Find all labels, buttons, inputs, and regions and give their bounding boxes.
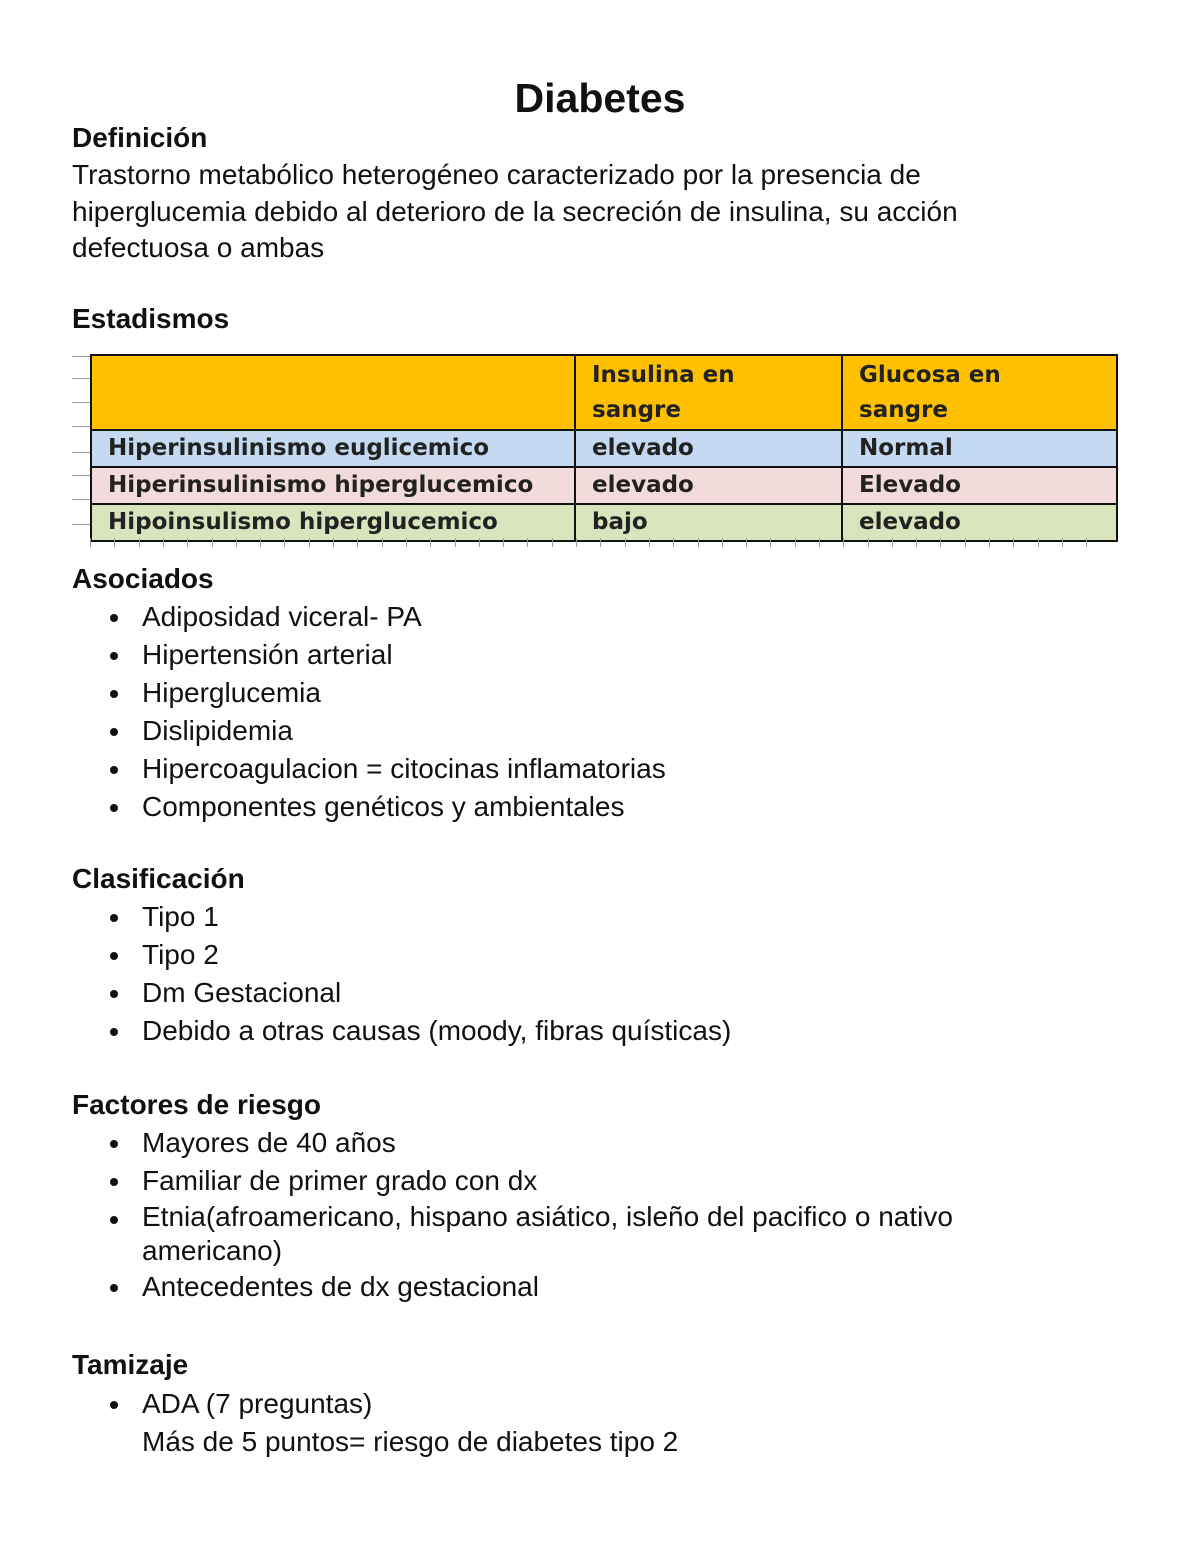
ruler-tick (649, 538, 650, 547)
ruler-tick (139, 538, 140, 547)
table-cell: elevado (575, 430, 842, 467)
ruler-tick (698, 538, 699, 547)
bullet-icon (110, 1140, 118, 1148)
ruler-tick (625, 538, 626, 547)
ruler-tick (187, 538, 188, 547)
ruler-tick (1062, 538, 1063, 547)
table-row (91, 430, 1117, 467)
list-item: Tipo 1 (72, 898, 1132, 936)
ruler-tick (357, 538, 358, 547)
bullet-icon (110, 952, 118, 960)
list-item: Dm Gestacional (72, 974, 1132, 1012)
definition-text (72, 157, 1132, 267)
ruler-tick (406, 538, 407, 547)
definition-line: Trastorno metabólico heterogéneo caracterizado por la presencia de (72, 159, 921, 190)
ruler-tick (455, 538, 456, 547)
ruler-tick (940, 538, 941, 547)
ruler-tick (527, 538, 528, 547)
definition-line: defectuosa o ambas (72, 232, 325, 263)
ruler-tick (212, 538, 213, 547)
ruler-tick (163, 538, 164, 547)
bullet-icon (110, 1028, 118, 1036)
list-item: Hipertensión arterial (72, 636, 1132, 674)
list-item: Hiperglucemia (72, 674, 1132, 712)
bullet-icon (110, 614, 118, 622)
bullet-icon (110, 804, 118, 812)
ruler-tick (503, 538, 504, 547)
table-cell: elevado (842, 504, 1117, 541)
document-title: Diabetes (514, 75, 686, 121)
ruler-tick (430, 538, 431, 547)
bullet-icon (110, 1284, 118, 1292)
ruler-tick (552, 538, 553, 547)
table-cell: bajo (575, 504, 842, 541)
definition-line: hiperglucemia debido al deterioro de la secreción de insulina, su acción (72, 195, 958, 227)
list-item: Adiposidad viceral- PA (72, 598, 1132, 636)
bullet-icon (110, 1178, 118, 1186)
ruler-tick (795, 538, 796, 547)
ruler-tick (1038, 538, 1039, 547)
ruler-tick (989, 538, 990, 547)
ruler-tick (868, 538, 869, 547)
estadismos-heading: Estadismos (72, 303, 230, 334)
bullet-icon (110, 652, 118, 660)
estadismos-table-wrap (90, 354, 1116, 538)
list-item: Antecedentes de dx gestacional (72, 1268, 1132, 1306)
ruler-tick (114, 538, 115, 547)
ruler-tick (309, 538, 310, 547)
tamizaje-heading: Tamizaje (72, 1349, 189, 1380)
ruler-tick (333, 538, 334, 547)
bullet-icon (110, 728, 118, 736)
list-item: Etnia(afroamericano, hispano asiático, isleño del pacifico o nativo americano) (72, 1200, 1132, 1268)
table-cell: Normal (842, 430, 1117, 467)
bullet-icon (110, 690, 118, 698)
list-item: Debido a otras causas (moody, fibras quísticas) (72, 1012, 1132, 1050)
ruler-tick (284, 538, 285, 547)
ruler-ticks-bottom (90, 538, 1116, 550)
estadismos-table (90, 354, 1118, 542)
table-row (91, 504, 1117, 541)
ruler-tick (1013, 538, 1014, 547)
ruler-tick (382, 538, 383, 547)
ruler-tick (576, 538, 577, 547)
list-item: Hipercoagulacion = citocinas inflamatorias (72, 750, 1132, 788)
ruler-tick (90, 538, 91, 547)
table-cell: elevado (575, 467, 842, 504)
header-line: Insulina en (592, 362, 735, 388)
table-header-row (91, 355, 1117, 430)
ruler-tick (965, 538, 966, 547)
table-cell: Elevado (842, 467, 1117, 504)
ruler-ticks-left (72, 354, 90, 538)
ruler-tick (673, 538, 674, 547)
bullet-icon (110, 1401, 118, 1409)
factores-heading: Factores de riesgo (72, 1089, 321, 1120)
definition-heading: Definición (72, 122, 208, 153)
table-cell: Hiperinsulinismo hiperglucemico (91, 467, 575, 504)
list-item: Tipo 2 (72, 936, 1132, 974)
header-line: sangre (592, 397, 681, 423)
list-item: ADA (7 preguntas) Más de 5 puntos= riesgo de diabetes tipo 2 (72, 1385, 1132, 1461)
ruler-tick (260, 538, 261, 547)
table-row (91, 467, 1117, 504)
ruler-tick (843, 538, 844, 547)
bullet-icon (110, 914, 118, 922)
table-header-cell (575, 355, 842, 430)
table-cell: Hipoinsulismo hiperglucemico (91, 504, 575, 541)
list-item: Familiar de primer grado con dx (72, 1162, 1132, 1200)
ruler-tick (770, 538, 771, 547)
ruler-tick (819, 538, 820, 547)
list-item: Componentes genéticos y ambientales (72, 788, 1132, 826)
ruler-tick (1086, 538, 1087, 547)
ruler-tick (892, 538, 893, 547)
ruler-tick (916, 538, 917, 547)
bullet-icon (110, 766, 118, 774)
tamizaje-list (72, 1385, 1132, 1461)
table-cell: Hiperinsulinismo euglicemico (91, 430, 575, 467)
table-header-cell (91, 355, 575, 430)
list-item: Dislipidemia (72, 712, 1132, 750)
ruler-tick (722, 538, 723, 547)
ruler-tick (479, 538, 480, 547)
clasificacion-heading: Clasificación (72, 863, 245, 894)
bullet-icon (110, 990, 118, 998)
header-line: Glucosa en (859, 362, 1001, 388)
ruler-tick (600, 538, 601, 547)
ruler-tick (236, 538, 237, 547)
bullet-icon (110, 1216, 118, 1224)
header-line: sangre (859, 397, 948, 423)
clasificacion-list (72, 898, 1132, 1050)
ruler-tick (746, 538, 747, 547)
factores-list (72, 1124, 1132, 1306)
asociados-list (72, 598, 1132, 826)
list-item: Mayores de 40 años (72, 1124, 1132, 1162)
asociados-heading: Asociados (72, 563, 214, 594)
table-header-cell (842, 355, 1117, 430)
